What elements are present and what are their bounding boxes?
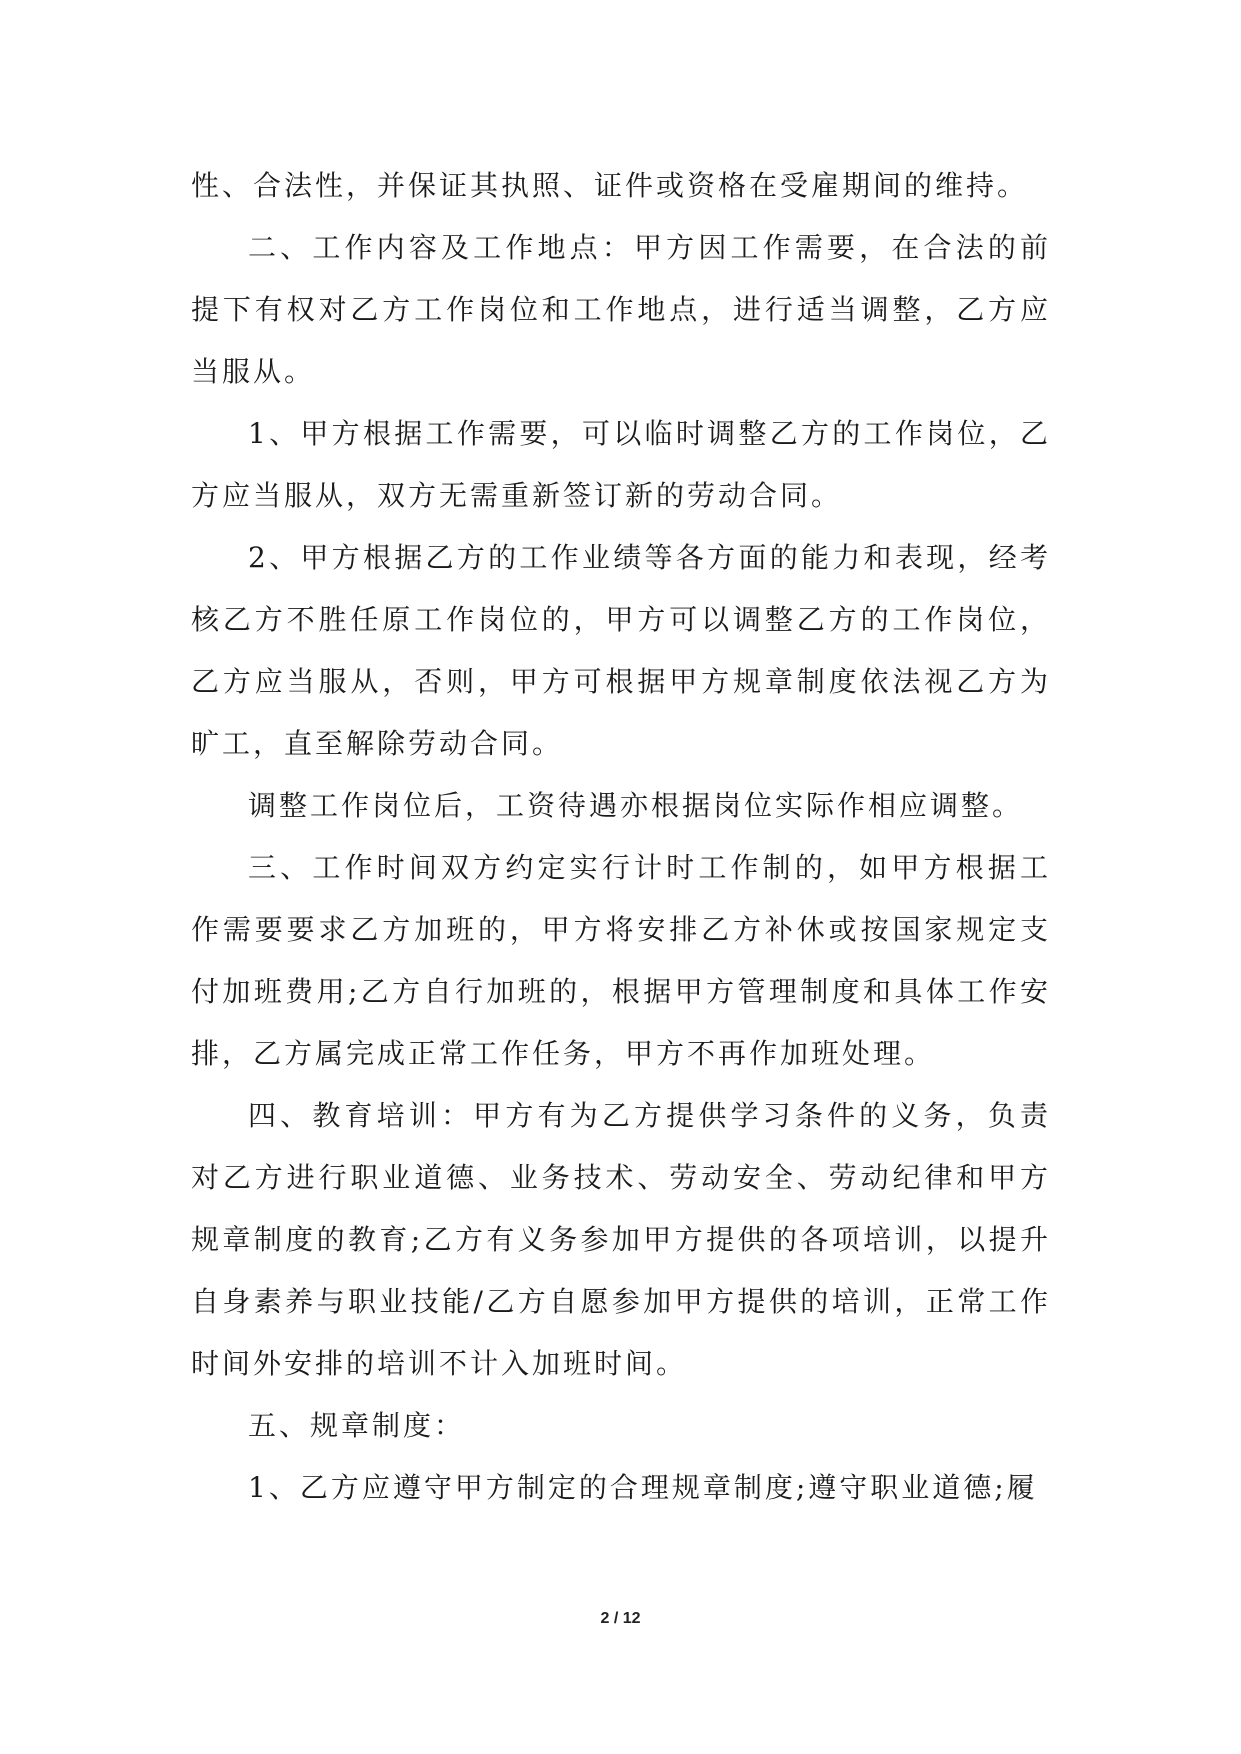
paragraph: 调整工作岗位后，工资待遇亦根据岗位实际作相应调整。 bbox=[248, 789, 1024, 822]
paragraph: 四、教育培训：甲方有为乙方提供学习条件的义务，负责对乙方进行职业道德、业务技术、劳动安全、劳动纪律和甲方规章制度的教育;乙方有义务参加甲方提供的各项培训，以提升自身素养与职业技能/乙方自愿参加甲方提供的培训，正常工作时间外安排的培训不计入加班时间。 bbox=[191, 1099, 1051, 1380]
paragraph: 二、工作内容及工作地点：甲方因工作需要，在合法的前提下有权对乙方工作岗位和工作地点，进行适当调整，乙方应当服从。 bbox=[191, 231, 1051, 388]
paragraph: 三、工作时间双方约定实行计时工作制的，如甲方根据工作需要要求乙方加班的，甲方将安排乙方补休或按国家规定支付加班费用;乙方自行加班的，根据甲方管理制度和具体工作安排，乙方属完成正常工作任务，甲方不再作加班处理。 bbox=[191, 851, 1051, 1070]
page-number: 2 / 12 bbox=[600, 1610, 641, 1627]
paragraph: 五、规章制度： bbox=[248, 1409, 466, 1442]
paragraph: 2、甲方根据乙方的工作业绩等各方面的能力和表现，经考核乙方不胜任原工作岗位的，甲方可以调整乙方的工作岗位，乙方应当服从，否则，甲方可根据甲方规章制度依法视乙方为旷工，直至解除劳动合同。 bbox=[191, 541, 1051, 760]
document-body bbox=[191, 155, 1051, 1519]
paragraph: 性、合法性，并保证其执照、证件或资格在受雇期间的维持。 bbox=[191, 169, 1029, 202]
paragraph: 1、乙方应遵守甲方制定的合理规章制度;遵守职业道德;履 bbox=[248, 1471, 1038, 1504]
paragraph: 1、甲方根据工作需要，可以临时调整乙方的工作岗位，乙方应当服从，双方无需重新签订新的劳动合同。 bbox=[191, 417, 1051, 512]
